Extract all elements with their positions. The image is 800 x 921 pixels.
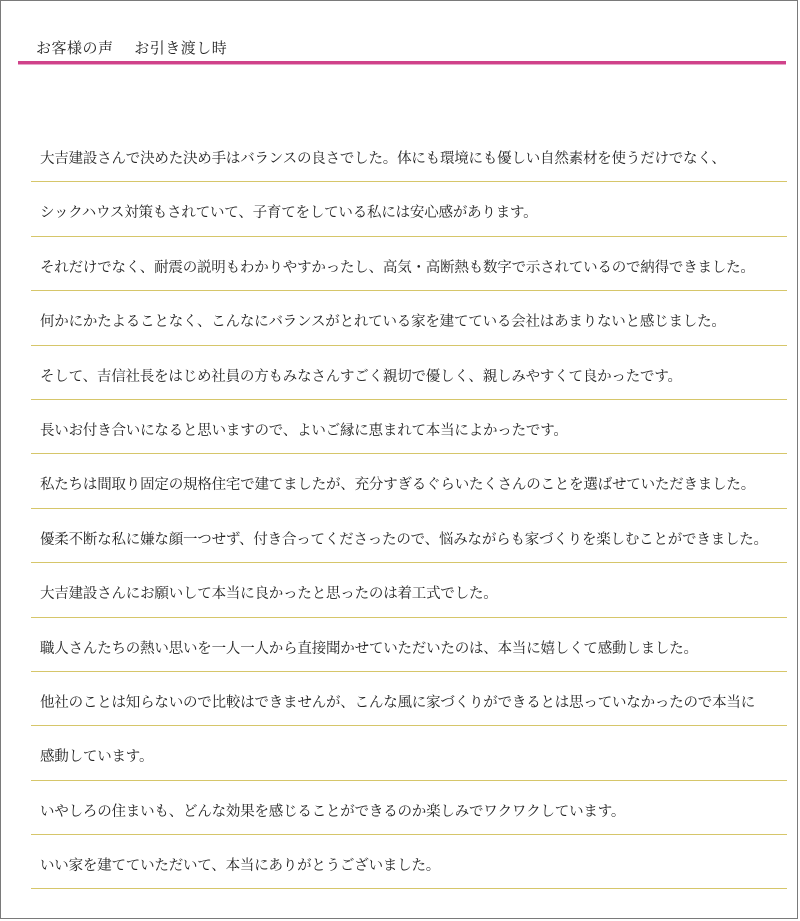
text-line: [31, 291, 787, 345]
page-title: お客様の声 お引き渡し時: [36, 39, 228, 57]
text-line: [31, 128, 787, 182]
text-line-content: それだけでなく、耐震の説明もわかりやすかったし、高気・高断熱も数字で示されているので納得できました。: [40, 259, 755, 276]
text-line: [31, 509, 787, 563]
text-line-content: 大吉建設さんで決めた決め手はバランスの良さでした。体にも環境にも優しい自然素材を使うだけでなく、: [40, 151, 726, 167]
text-line-content: 感動しています。: [40, 749, 154, 766]
text-line-content: 優柔不断な私に嫌な顔一つせず、付き合ってくださったので、悩みながらも家づくりを楽しむことができました。: [40, 531, 768, 548]
text-line: [31, 237, 787, 291]
text-line: [31, 618, 787, 672]
text-line-content: いい家を建てていただいて、本当にありがとうございました。: [40, 858, 441, 875]
text-line: [31, 400, 787, 454]
text-line-content: 大吉建設さんにお願いして本当に良かったと思ったのは着工式でした。: [40, 586, 498, 603]
text-line: [31, 672, 787, 726]
text-line-content: シックハウス対策もされていて、子育てをしている私には安心感があります。: [40, 205, 538, 222]
text-line: [31, 454, 787, 508]
text-line-content: 他社のことは知らないので比較はできませんが、こんな風に家づくりができるとは思っていなかったので本当に: [40, 694, 755, 711]
text-line-content: 何かにかたよることなく、こんなにバランスがとれている家を建てている会社はあまりないと感じました。: [40, 314, 726, 331]
testimonial-text: [31, 128, 787, 889]
text-line: [31, 726, 787, 780]
text-line-content: いやしろの住まいも、どんな効果を感じることができるのか楽しみでワクワクしています。: [40, 803, 626, 820]
text-line: [31, 835, 787, 889]
text-line: [31, 781, 787, 835]
text-line-content: 私たちは間取り固定の規格住宅で建てましたが、充分すぎるぐらいたくさんのことを選ばせていただきました。: [40, 477, 755, 494]
header-divider: [18, 61, 786, 64]
section-header: [18, 27, 786, 67]
text-line-content: 職人さんたちの熱い思いを一人一人から直接聞かせていただいたのは、本当に嬉しくて感動しました。: [40, 640, 698, 657]
text-line: [31, 563, 787, 617]
text-line: [31, 182, 787, 236]
text-line-content: 長いお付き合いになると思いますので、よいご縁に恵まれて本当によかったです。: [40, 422, 568, 439]
text-line-content: そして、吉信社長をはじめ社員の方もみなさんすごく親切で優しく、親しみやすくて良かったです。: [40, 368, 682, 385]
text-line: [31, 346, 787, 400]
